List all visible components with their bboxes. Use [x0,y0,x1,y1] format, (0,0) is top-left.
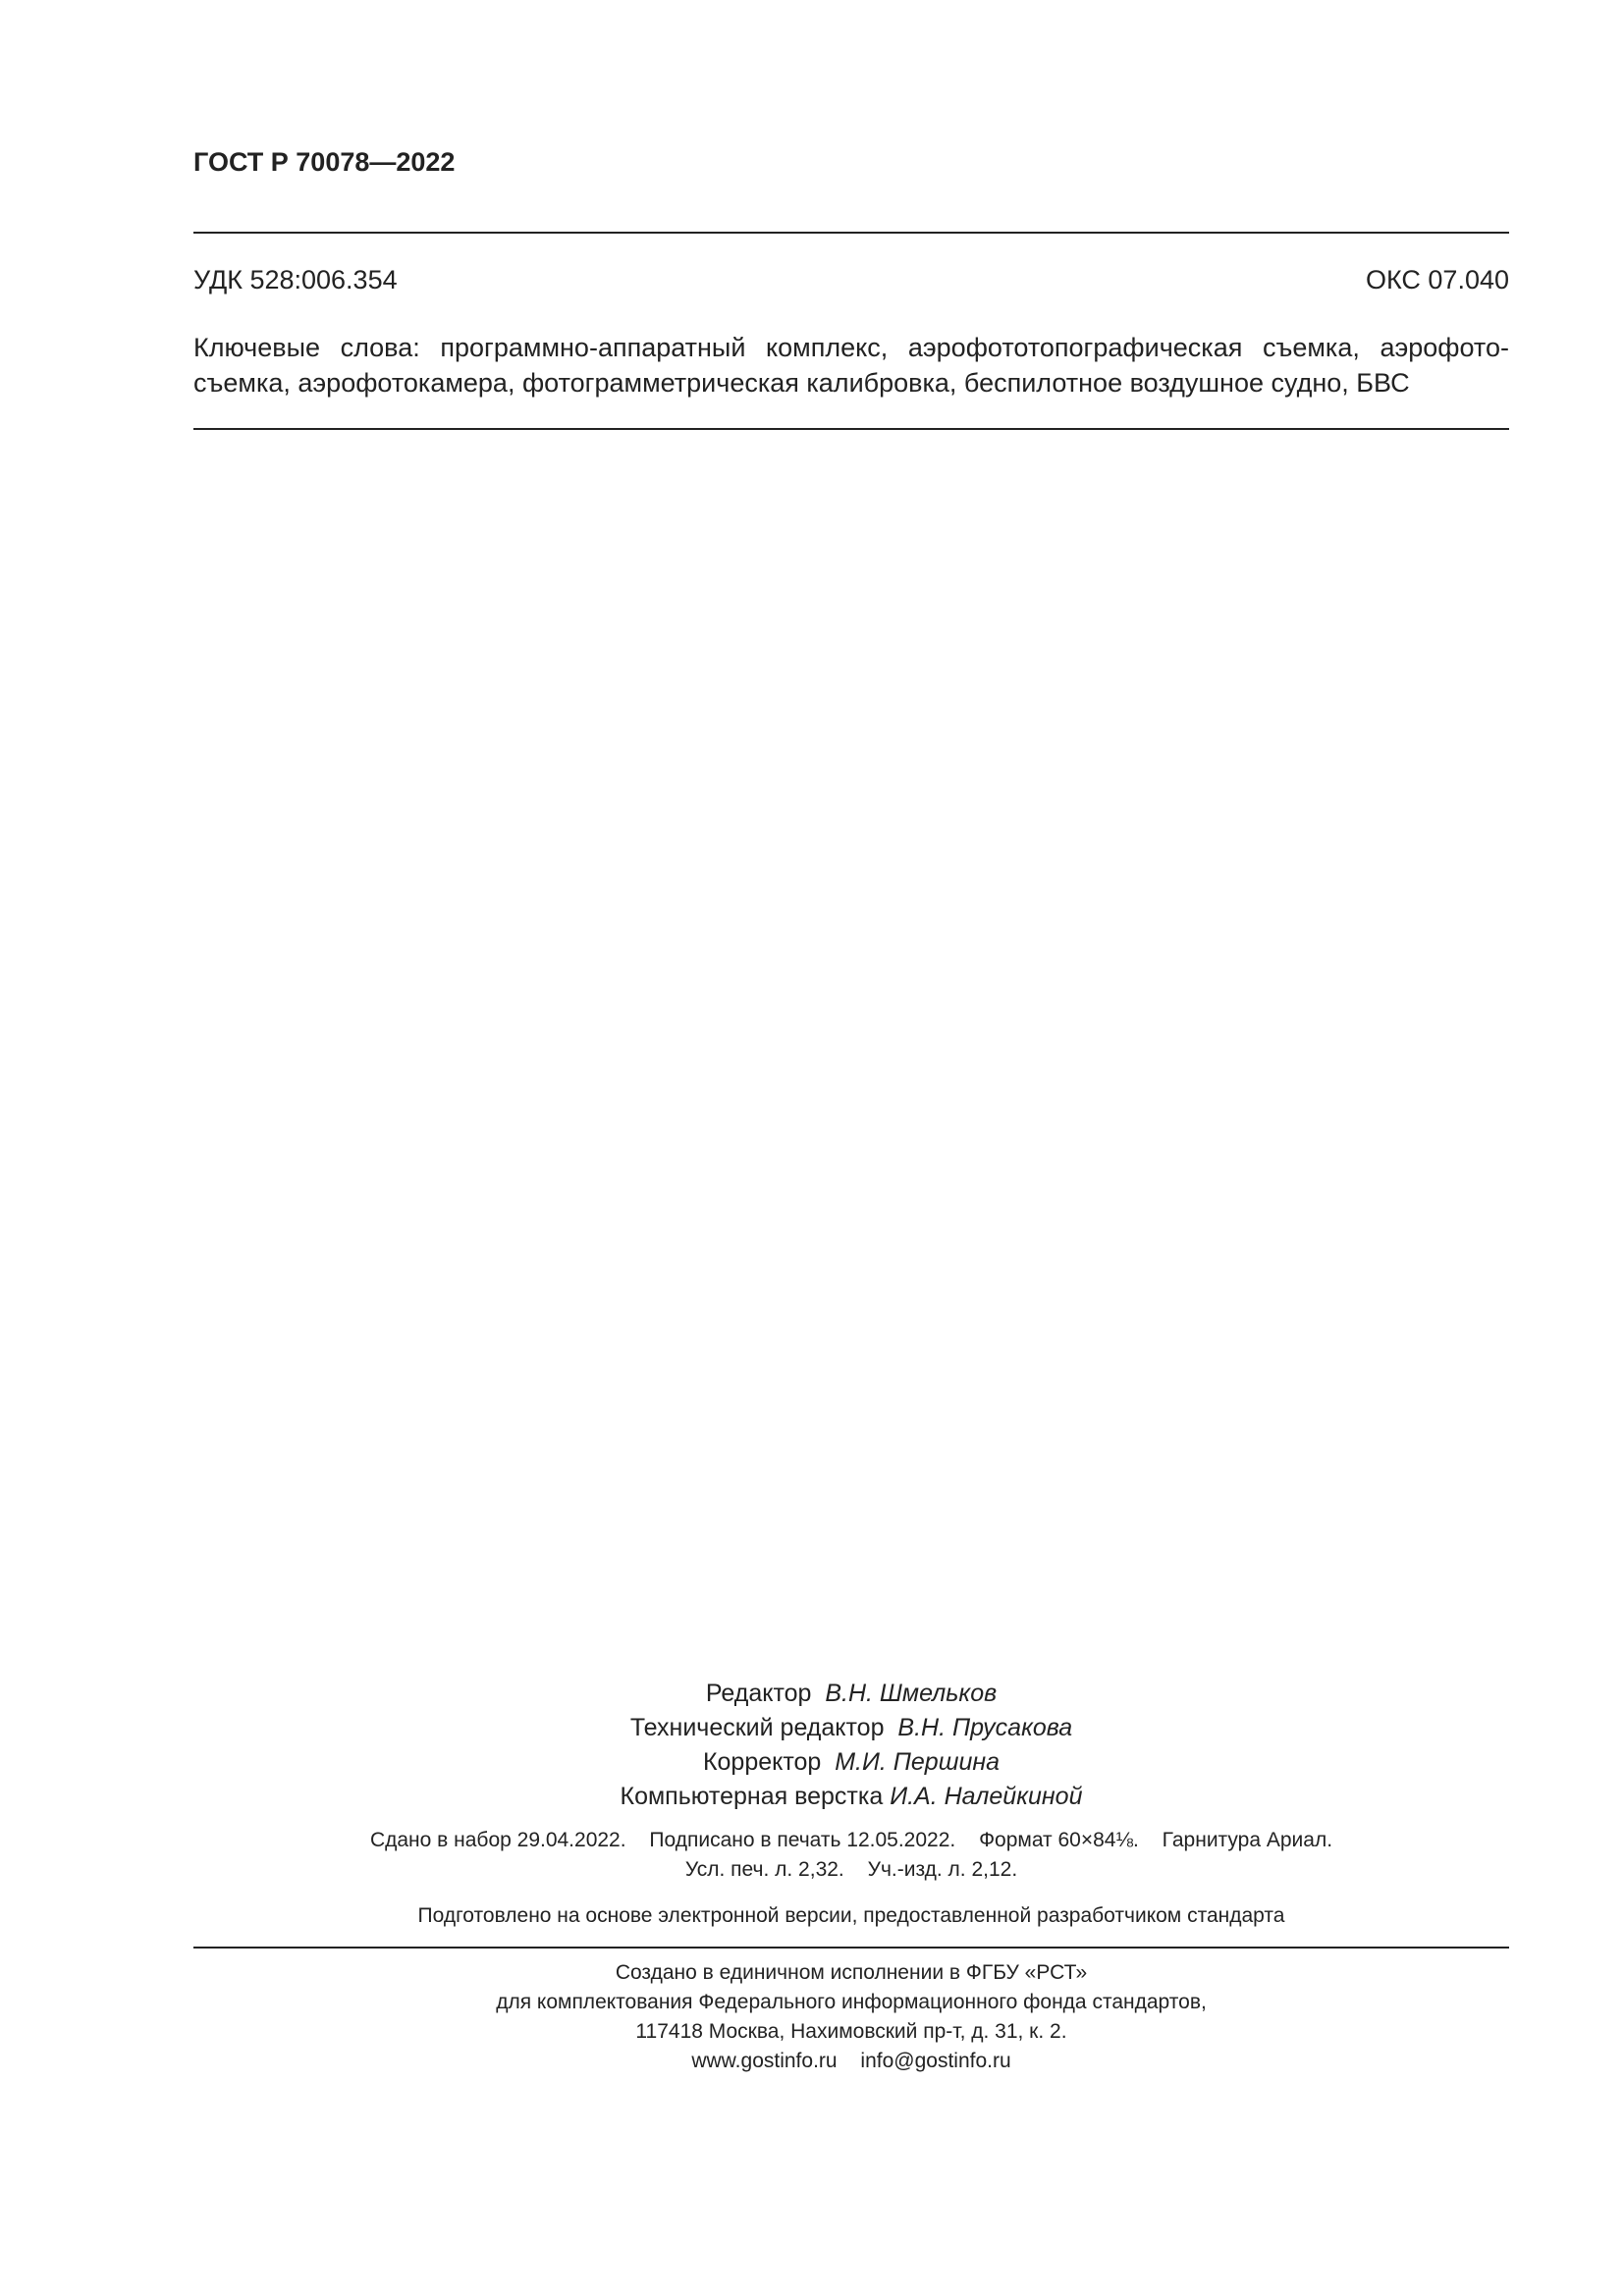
staff-person: В.Н. Прусакова [897,1714,1073,1741]
staff-editor [193,1677,1509,1711]
staff-role: Редактор [705,1680,812,1707]
publisher-line-2: для комплектования Федерального информационного фонда стандартов, [496,1991,1207,2013]
document-title: ГОСТ Р 70078—2022 [193,147,456,177]
staff-person: И.А. Налейкиной [890,1783,1083,1810]
udk-code: УДК 528:006.354 [193,265,398,294]
staff-credits [193,1677,1509,1814]
print-info-line-2 [193,1855,1509,1885]
typeface: Гарнитура Ариал. [1162,1829,1333,1851]
staff-tech-editor [193,1711,1509,1745]
prepared-note: Подготовлено на основе электронной версии, предоставленной разработчиком стандарта [417,1904,1285,1927]
staff-proofreader [193,1745,1509,1780]
publisher-address: 117418 Москва, Нахимовский пр-т, д. 31, к. 2. [635,2020,1067,2043]
top-divider [193,232,1509,234]
keywords-line-2: съемка, аэрофотокамера, фотограмметрическая калибровка, беспилотное воздушное судно, БВС [193,368,1410,398]
publisher-info [193,1958,1509,2076]
publisher-line-1: Создано в единичном исполнении в ФГБУ «РСТ» [615,1961,1088,1984]
oks-code: ОКС 07.040 [1365,265,1509,294]
staff-role: Компьютерная верстка [620,1783,884,1810]
email-link[interactable]: info@gostinfo.ru [860,2050,1011,2072]
staff-role: Корректор [702,1748,822,1776]
bottom-divider [193,1947,1509,1949]
paper-format: Формат 60×84⅛. [979,1829,1139,1851]
print-sheets: Усл. печ. л. 2,32. [684,1858,844,1881]
print-info [193,1826,1509,1885]
signed-date: Подписано в печать 12.05.2022. [649,1829,956,1851]
print-info-line-1 [193,1826,1509,1855]
submitted-date: Сдано в набор 29.04.2022. [369,1829,626,1851]
publisher-contacts [193,2047,1509,2076]
staff-person: М.И. Першина [835,1748,1001,1776]
keywords-divider [193,428,1509,430]
staff-person: В.Н. Шмельков [825,1680,998,1707]
website-link[interactable]: www.gostinfo.ru [691,2050,838,2072]
staff-layout [193,1780,1509,1814]
staff-role: Технический редактор [629,1714,885,1741]
keywords-block [193,330,1509,400]
publishing-sheets: Уч.-изд. л. 2,12. [867,1858,1018,1881]
keywords-line-1: Ключевые слова: программно-аппаратный комплекс, аэрофототопографическая съемка, аэрофото- [193,333,1509,362]
